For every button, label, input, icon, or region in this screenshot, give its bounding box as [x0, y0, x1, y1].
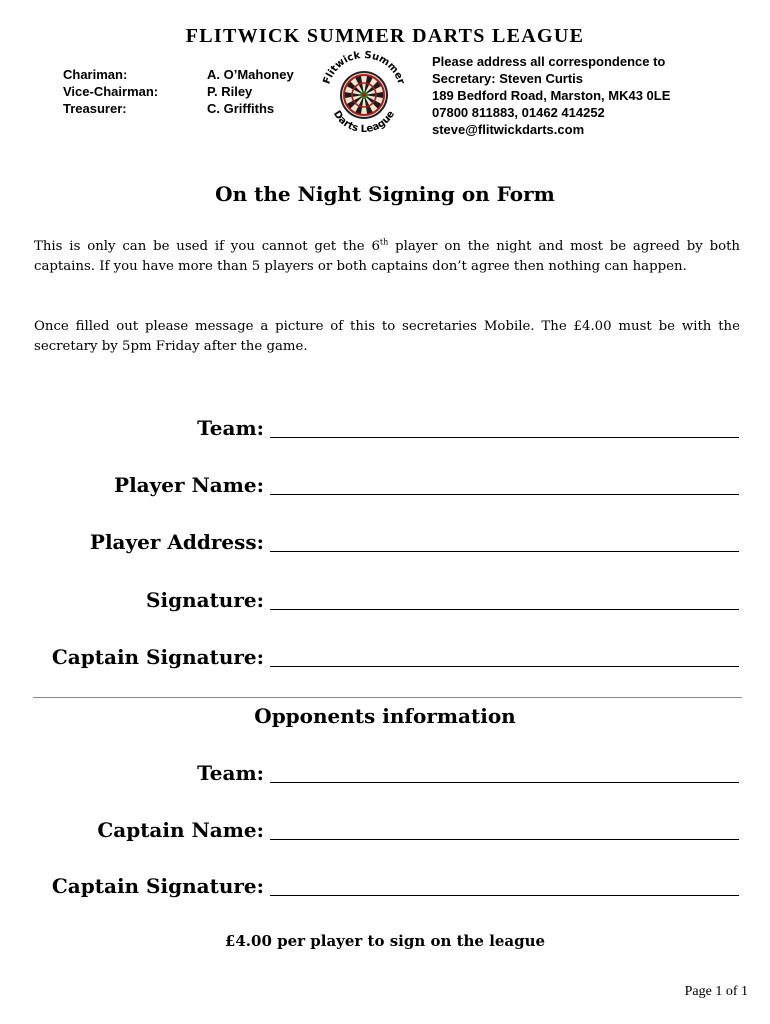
league-title: FLITWICK SUMMER DARTS LEAGUE	[185, 25, 585, 47]
dartboard-icon	[340, 71, 388, 119]
signature-label: Signature:	[146, 588, 264, 612]
player-name-label: Player Name:	[114, 473, 264, 497]
correspondence-line-1: Please address all correspondence to	[432, 54, 666, 69]
opponent-captain-name-label: Captain Name:	[97, 818, 264, 842]
player-address-label: Player Address:	[89, 530, 264, 554]
correspondence-block	[432, 53, 670, 138]
opponent-captain-signature-field[interactable]	[270, 895, 739, 896]
correspondence-email: steve@flitwickdarts.com	[432, 122, 585, 137]
section-divider	[33, 697, 742, 698]
officer-name-treasurer: C. Griffiths	[207, 101, 275, 116]
team-label: Team:	[197, 416, 264, 440]
captain-signature-field[interactable]	[270, 666, 739, 667]
officer-role-vice-chairman: Vice-Chairman:	[63, 84, 159, 99]
correspondence-line-4: 07800 811883, 01462 414252	[432, 105, 605, 120]
opponent-captain-signature-label: Captain Signature:	[51, 874, 264, 898]
player-name-field[interactable]	[270, 494, 739, 495]
officer-role-chairman: Chariman:	[63, 67, 128, 82]
player-address-field[interactable]	[270, 551, 739, 552]
page-number: Page 1 of 1	[684, 984, 748, 999]
instruction-paragraph-2: Once filled out please message a picture of this to secretaries Mobile. The £4.00 must be with the secretary by 5pm Friday after the game.	[34, 319, 740, 354]
opponent-team-label: Team:	[197, 761, 264, 785]
instruction-1-sup: th	[379, 237, 389, 247]
signature-field[interactable]	[270, 609, 739, 610]
logo-bottom-text: Darts League	[330, 108, 398, 136]
correspondence-line-2: Secretary: Steven Curtis	[432, 71, 584, 86]
instruction-paragraph-1	[34, 237, 740, 277]
team-field[interactable]	[270, 437, 739, 438]
captain-signature-label: Captain Signature:	[51, 645, 264, 669]
logo-top-text: Flitwick Summer	[321, 49, 407, 86]
officer-name-vice-chairman: P. Riley	[207, 84, 253, 99]
officer-name-chairman: A. O’Mahoney	[207, 67, 294, 82]
opponents-title: Opponents information	[254, 704, 516, 728]
fee-note: £4.00 per player to sign on the league	[224, 932, 546, 950]
form-title: On the Night Signing on Form	[215, 182, 555, 206]
instruction-1-start: This is only can be used if you cannot get the 6	[34, 239, 380, 254]
dartboard-logo	[318, 48, 410, 140]
opponent-captain-name-field[interactable]	[270, 839, 739, 840]
officer-role-treasurer: Treasurer:	[63, 101, 127, 116]
instruction-1-end: player on the night and most be agreed by both captains. If you have more than 5 players or both captains don’t agree then nothing can happen.	[34, 239, 740, 274]
correspondence-line-3: 189 Bedford Road, Marston, MK43 0LE	[432, 88, 671, 103]
opponent-team-field[interactable]	[270, 782, 739, 783]
